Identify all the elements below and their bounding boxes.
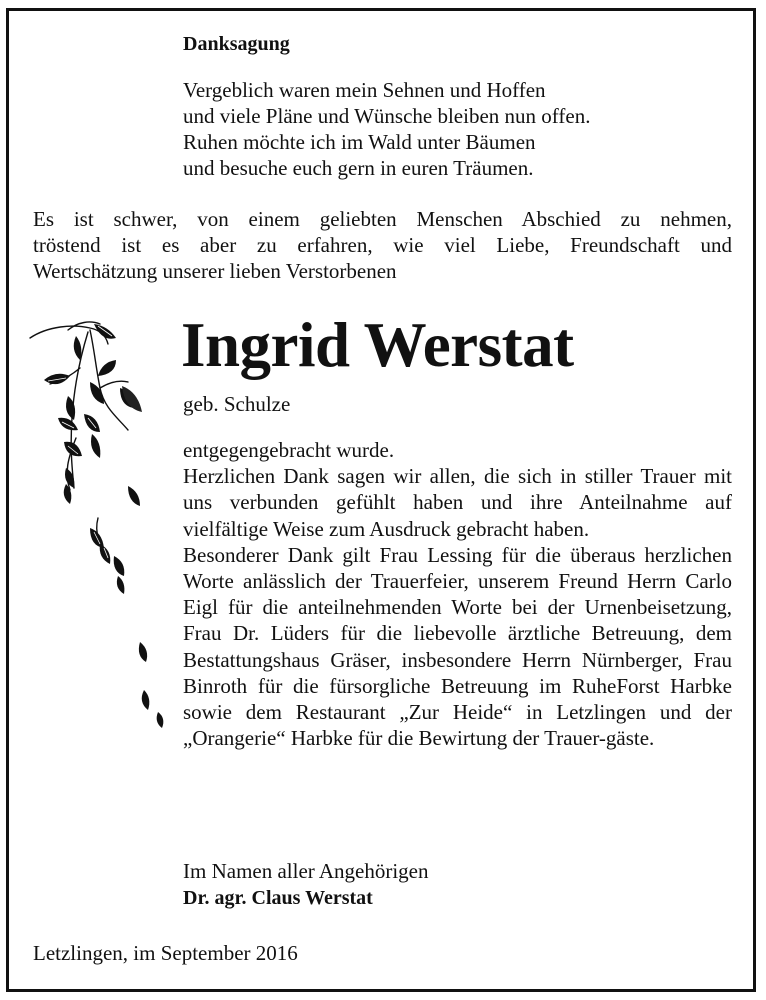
poem [183, 77, 590, 181]
thanks-text [183, 437, 732, 751]
poem-line: Ruhen möchte ich im Wald unter Bäumen [183, 130, 536, 154]
birch-branch-icon [28, 318, 178, 738]
poem-line: Vergeblich waren mein Sehnen und Hoffen [183, 78, 546, 102]
received-line: entgegengebracht wurde. [183, 438, 395, 462]
intro-paragraph [33, 206, 732, 284]
intro-line: Es ist schwer, von einem geliebten Menschen Abschied zu nehmen, [33, 207, 732, 231]
signoff: Im Namen aller Angehörigen [183, 859, 429, 883]
intro-line: Wertschätzung unserer lieben Verstorbenen [33, 259, 397, 283]
thanks-all-paragraph: Herzlichen Dank sagen wir allen, die sich in stiller Trauer mit uns verbunden gefühlt haben und ihre Anteilnahme auf vielfältige Weise zum Ausdruck gebracht haben. [183, 464, 732, 541]
poem-line: und besuche euch gern in euren Träumen. [183, 156, 534, 180]
intro-line: tröstend ist es aber zu erfahren, wie viel Liebe, Freundschaft und [33, 233, 732, 257]
signer-name: Dr. agr. Claus Werstat [183, 887, 373, 909]
birth-name: geb. Schulze [183, 392, 291, 416]
place-date: Letzlingen, im September 2016 [33, 941, 298, 965]
poem-line: und viele Pläne und Wünsche bleiben nun offen. [183, 104, 591, 128]
thanks-special-paragraph: Besonderer Dank gilt Frau Lessing für die überaus herzlichen Worte anlässlich der Trauerfeier, unserem Freund Herrn Carlo Eigl für die anteilnehmenden Worte bei der Urnenbeisetzung, Frau Dr. Lüders für die liebevolle ärztliche Betreuung, dem Bestattungshaus Gräser, insbesondere Herrn Nürnberger, Frau Binroth für die fürsorgliche Betreuung im RuheForst Harbke sowie dem Restaurant „Zur Heide“ in Letzlingen und der „Orangerie“ Harbke für die Bewirtung der Trauer-gäste. [183, 542, 732, 751]
notice-heading: Danksagung [183, 33, 290, 55]
deceased-name: Ingrid Werstat [181, 310, 574, 380]
